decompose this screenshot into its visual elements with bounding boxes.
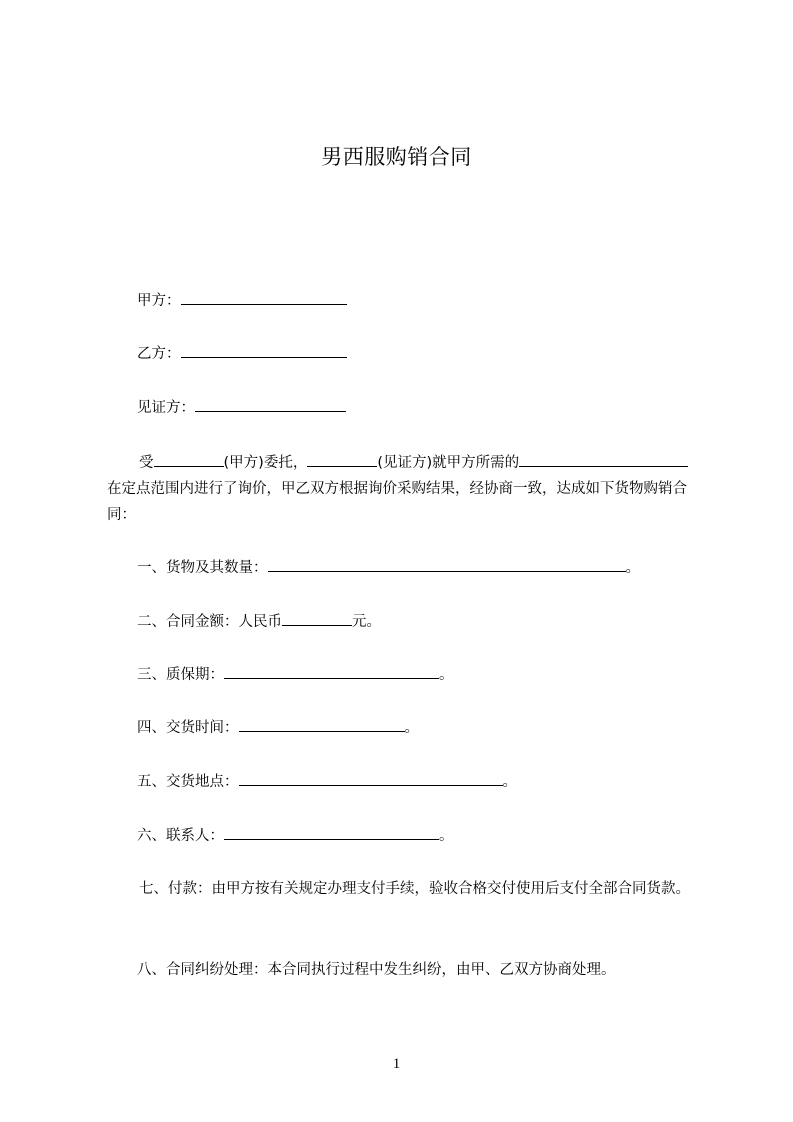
clause-7-text: 七、付款：由甲方按有关规定办理支付手续，验收合格交付使用后支付全部合同货款。	[139, 881, 690, 897]
clause-5-label: 五、交货地点：	[137, 774, 239, 790]
clause-2-end: 元。	[352, 614, 381, 630]
witness-label: 见证方：	[137, 400, 195, 416]
intro-blank-goods[interactable]	[519, 453, 664, 467]
clause-5	[137, 772, 517, 792]
page-number: 1	[392, 1056, 401, 1072]
clause-3-end: 。	[439, 667, 454, 683]
intro-blank-goods-cont[interactable]	[664, 453, 688, 467]
clause-2	[137, 612, 381, 632]
witness-blank[interactable]	[195, 398, 346, 412]
clause-4-label: 四、交货时间：	[137, 720, 239, 736]
clause-1-end: 。	[625, 560, 640, 576]
clause-2-label: 二、合同金额：人民币	[137, 614, 282, 630]
clause-1	[137, 558, 640, 578]
witness-line	[137, 398, 346, 418]
intro-text-1: 受	[139, 455, 154, 471]
clause-5-end: 。	[502, 774, 517, 790]
clause-8-text: 八、合同纠纷处理：本合同执行过程中发生纠纷，由甲、乙双方协商处理。	[137, 962, 616, 978]
clause-6-label: 六、联系人：	[137, 828, 224, 844]
party-a-label: 甲方：	[137, 293, 181, 309]
clause-5-blank[interactable]	[239, 772, 503, 786]
intro-text-3: (见证方)就甲方所需的	[377, 455, 520, 471]
clause-1-blank[interactable]	[268, 558, 626, 572]
clause-3-blank[interactable]	[224, 665, 439, 679]
clause-4-blank[interactable]	[239, 718, 405, 732]
clause-6-end: 。	[439, 828, 454, 844]
party-b-line	[137, 344, 347, 364]
intro-paragraph	[107, 450, 702, 528]
intro-blank-party-a[interactable]	[154, 453, 224, 467]
party-a-blank[interactable]	[181, 291, 347, 305]
party-b-label: 乙方：	[137, 346, 181, 362]
document-title: 男西服购销合同	[321, 145, 472, 169]
party-a-line	[137, 291, 347, 311]
intro-text-2: (甲方)委托，	[223, 455, 308, 471]
clause-2-blank[interactable]	[282, 612, 352, 626]
clause-4-end: 。	[404, 720, 419, 736]
clause-3	[137, 665, 454, 685]
clause-3-label: 三、质保期：	[137, 667, 224, 683]
intro-text-4: 在定点范围内进行了询价，甲乙双方根据询价采购结果，经协商一致，达成如下货物购销合同：	[107, 481, 687, 523]
clause-4	[137, 718, 419, 738]
intro-blank-witness[interactable]	[307, 453, 377, 467]
clause-6	[137, 826, 454, 846]
clause-7	[107, 876, 702, 902]
clause-8	[137, 960, 616, 980]
clause-6-blank[interactable]	[224, 826, 439, 840]
clause-1-label: 一、货物及其数量：	[137, 560, 268, 576]
party-b-blank[interactable]	[181, 344, 347, 358]
